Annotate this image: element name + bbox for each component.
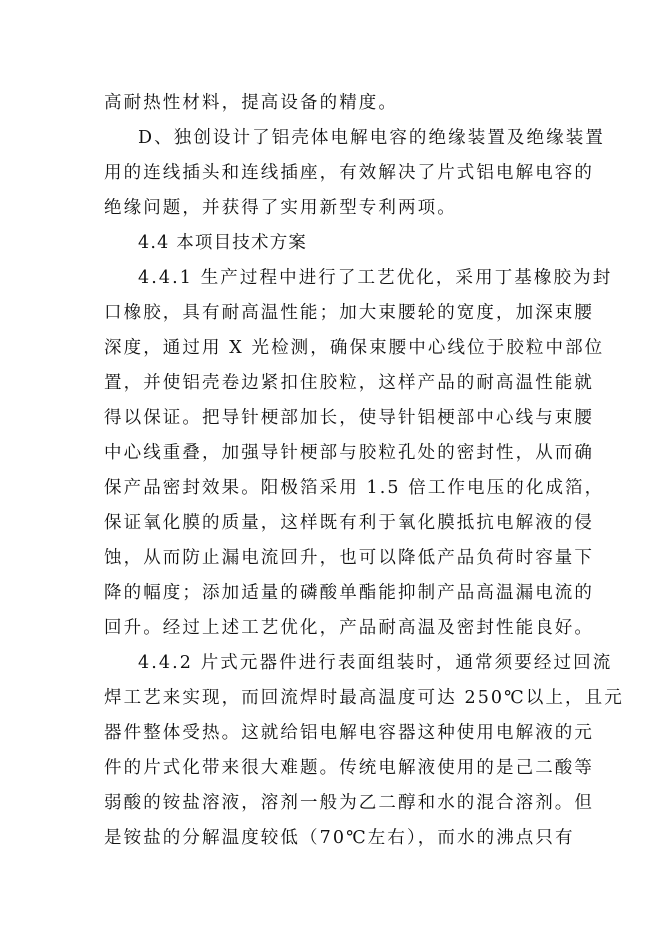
paragraph-4-4-2-line-6: 是铵盐的分解温度较低（70℃左右），而水的沸点只有 xyxy=(104,828,575,848)
paragraph-4-4-1-line-7: 保产品密封效果。阳极箔采用 1.5 倍工作电压的化成箔， xyxy=(104,478,605,498)
paragraph-4-4-2-line-1: 4.4.2 片式元器件进行表面组装时，通常须要经过回流 xyxy=(138,653,613,673)
paragraph-4-4-1-line-3: 深度，通过用 X 光检测，确保束腰中心线位于胶粒中部位 xyxy=(104,338,605,358)
paragraph-4-4-1-line-1: 4.4.1 生产过程中进行了工艺优化，采用丁基橡胶为封 xyxy=(138,268,613,288)
paragraph-4-4-1-line-11: 回升。经过上述工艺优化，产品耐高温及密封性能良好。 xyxy=(104,618,594,638)
paragraph-4-4-1-line-6: 中心线重叠，加强导针梗部与胶粒孔处的密封性，从而确 xyxy=(104,443,594,463)
paragraph-4-4-1-line-10: 降的幅度；添加适量的磷酸单酯能抑制产品高温漏电流的 xyxy=(104,583,594,603)
paragraph-4-4-2-line-3: 器件整体受热。这就给铝电解电容器这种使用电解液的元 xyxy=(104,723,594,743)
paragraph-4-4-1-line-5: 得以保证。把导针梗部加长，使导针铝梗部中心线与束腰 xyxy=(104,408,594,428)
paragraph-c-line-end: 高耐热性材料，提高设备的精度。 xyxy=(104,93,398,113)
paragraph-4-4-1-line-9: 蚀，从而防止漏电流回升，也可以降低产品负荷时容量下 xyxy=(104,548,594,568)
paragraph-4-4-1-line-2: 口橡胶，具有耐高温性能；加大束腰轮的宽度，加深束腰 xyxy=(104,303,594,323)
paragraph-d-line-2: 用的连线插头和连线插座，有效解决了片式铝电解电容的 xyxy=(104,163,594,183)
section-heading-4-4: 4.4 本项目技术方案 xyxy=(138,233,308,253)
paragraph-4-4-1-line-8: 保证氧化膜的质量，这样既有利于氧化膜抵抗电解液的侵 xyxy=(104,513,594,533)
paragraph-d-line-1: D、独创设计了铝壳体电解电容的绝缘装置及绝缘装置 xyxy=(138,128,605,148)
paragraph-4-4-1-line-4: 置，并使铝壳卷边紧扣住胶粒，这样产品的耐高温性能就 xyxy=(104,373,594,393)
paragraph-d-line-3: 绝缘问题，并获得了实用新型专利两项。 xyxy=(104,198,457,218)
paragraph-4-4-2-line-4: 件的片式化带来很大难题。传统电解液使用的是己二酸等 xyxy=(104,758,594,778)
paragraph-4-4-2-line-5: 弱酸的铵盐溶液，溶剂一般为乙二醇和水的混合溶剂。但 xyxy=(104,793,594,813)
paragraph-4-4-2-line-2: 焊工艺来实现，而回流焊时最高温度可达 250℃以上，且元 xyxy=(104,688,624,708)
